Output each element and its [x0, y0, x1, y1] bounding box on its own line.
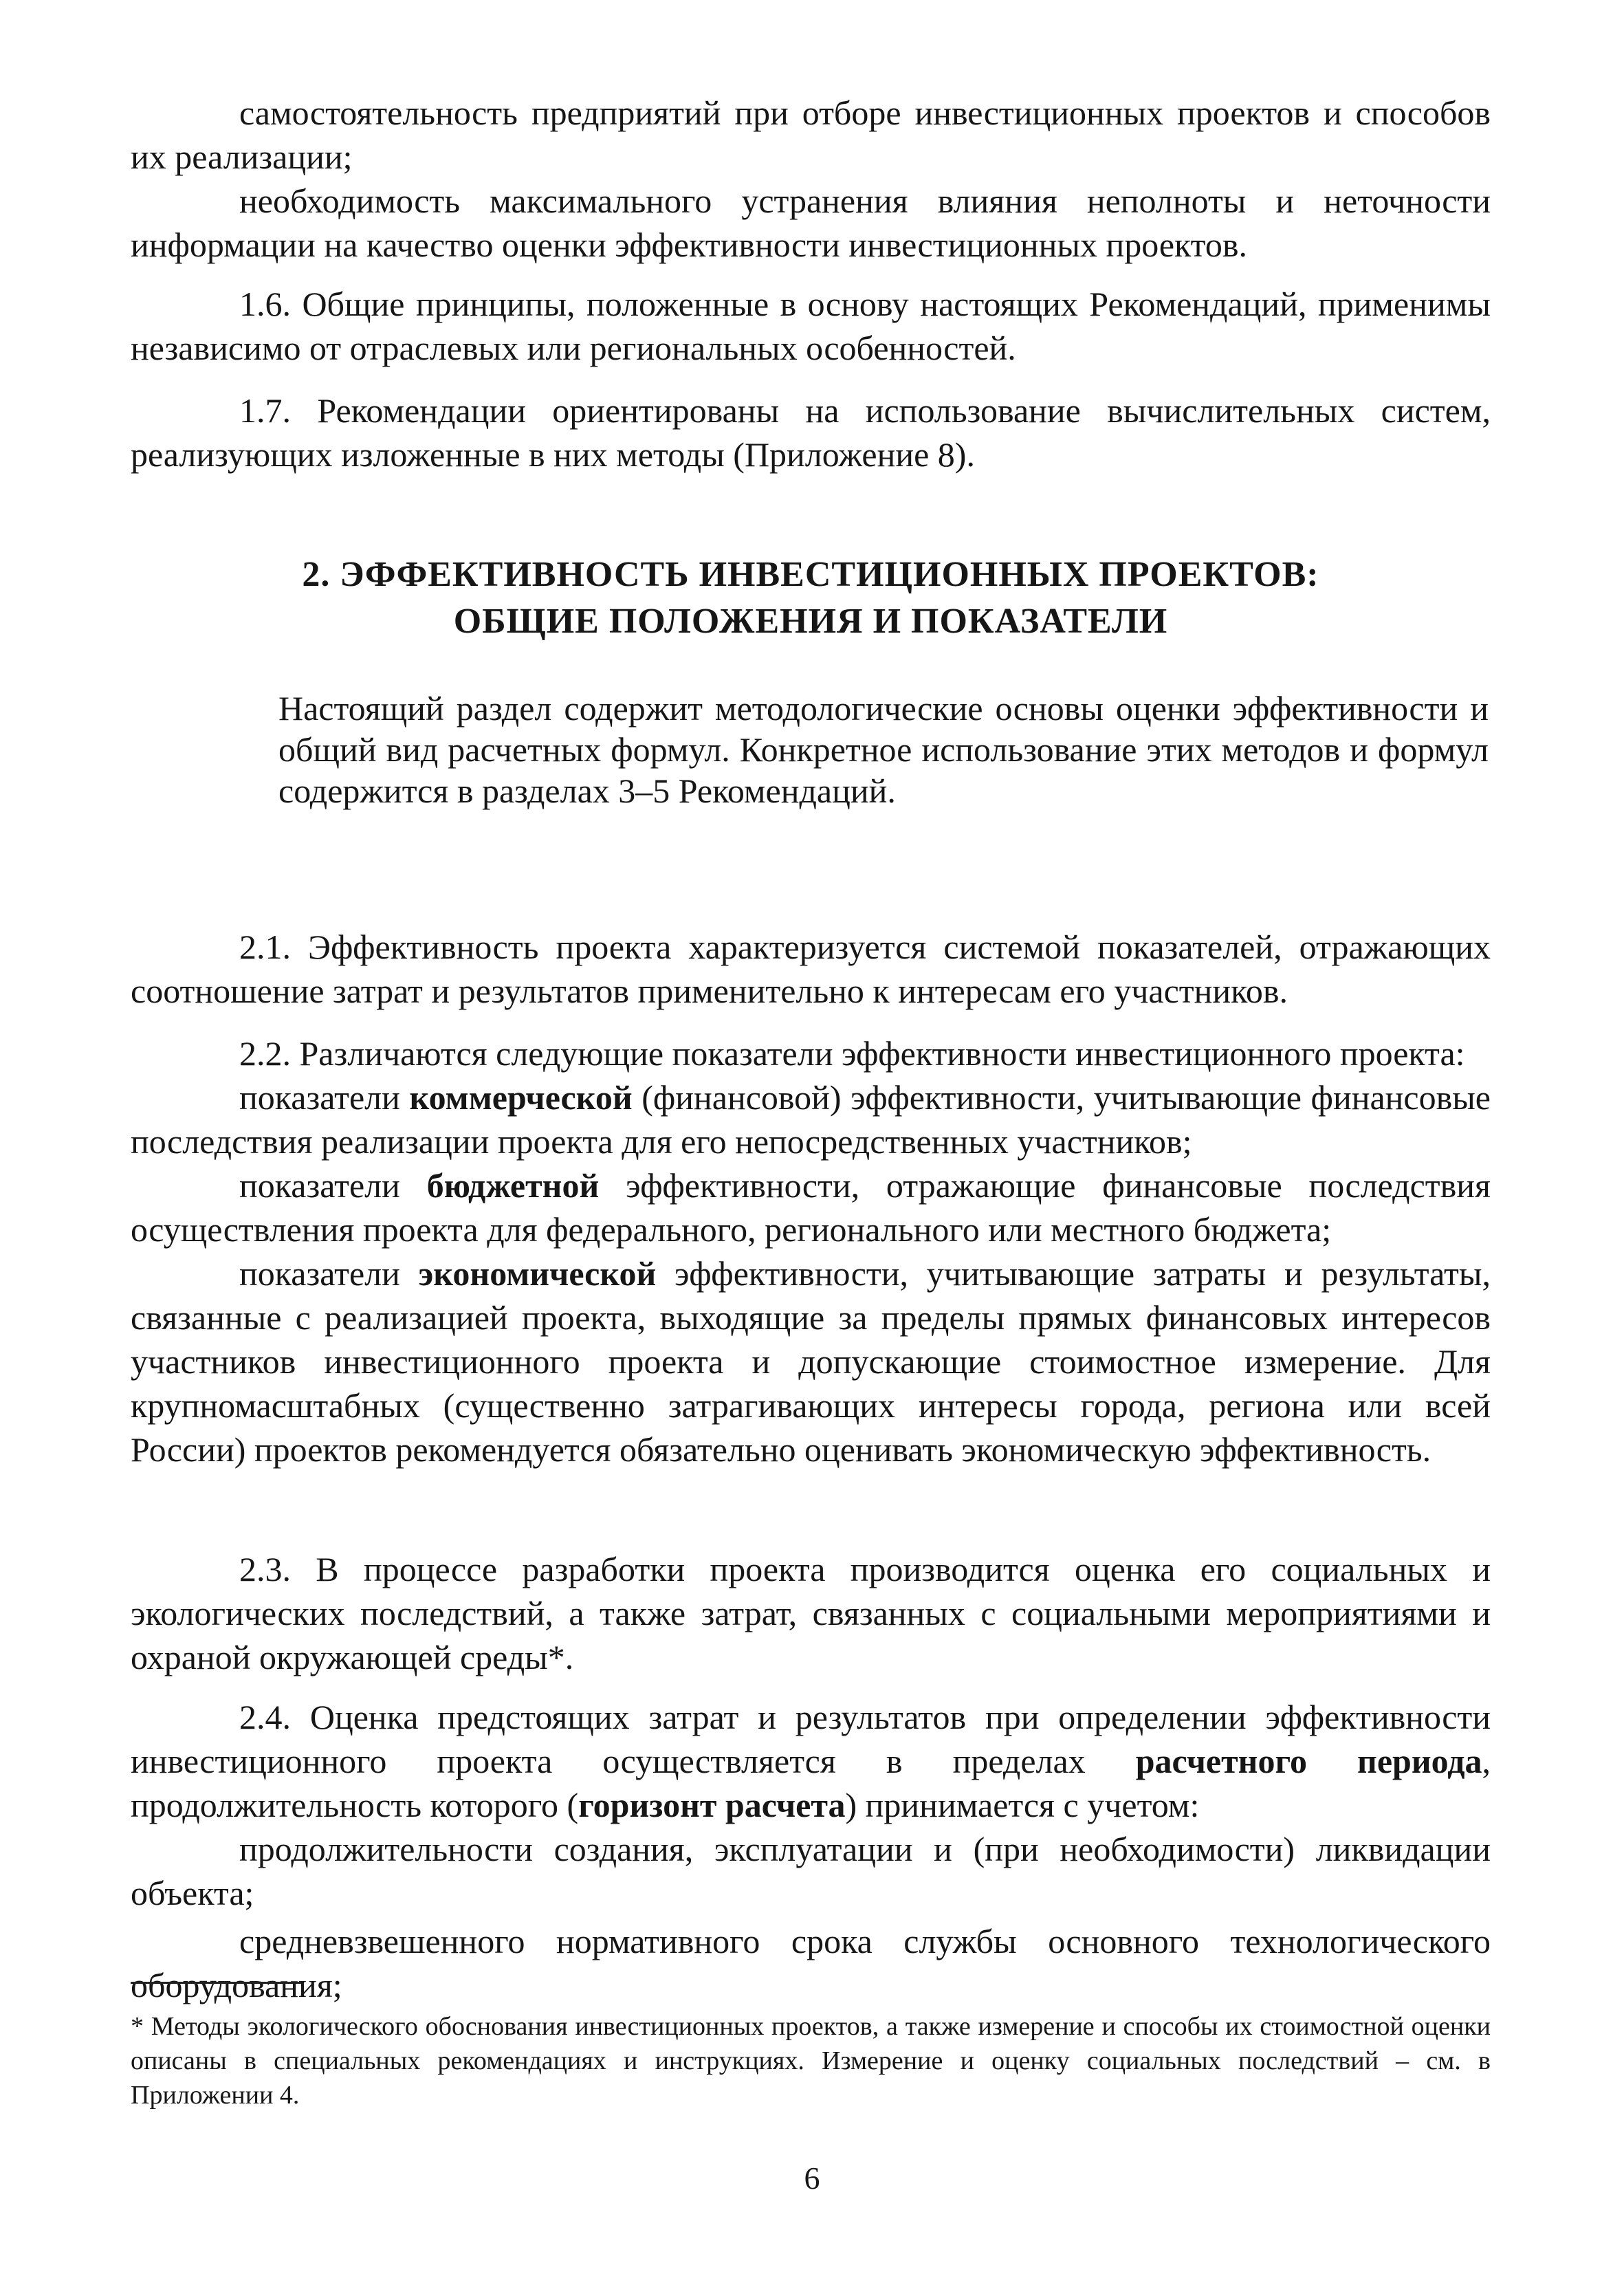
- paragraph-2-4-lead: 2.4. Оценка предстоящих затрат и результатов при определении эффективности инвестиционного проекта осуществляется в пределах расчетного периода, продолжительность которого (горизонт расчета) принимается с учетом:: [131, 1698, 1491, 1824]
- term-calc-period: расчетного периода: [1135, 1742, 1482, 1780]
- paragraph-2-4: [131, 1695, 1491, 2007]
- page-number: 6: [804, 2161, 820, 2196]
- term-budget: бюджетной: [426, 1166, 600, 1205]
- footnote-divider: [131, 1982, 301, 1984]
- paragraph-necessity: необходимость максимального устранения влияния неполноты и неточности информации на качество оценки эффективности инвестиционных проектов.: [131, 182, 1491, 264]
- list-item-commercial: показатели коммерческой (финансовой) эффективности, учитывающие финансовые последствия реализации проекта для его непосредственных участников;: [131, 1078, 1491, 1161]
- term-economic: экономической: [418, 1254, 657, 1293]
- list-item-budget: показатели бюджетной эффективности, отражающие финансовые последствия осуществления проекта для федерального, регионального или местного бюджета;: [131, 1166, 1491, 1249]
- list-item-duration: продолжительности создания, эксплуатации и (при необходимости) ликвидации объекта;: [131, 1830, 1491, 1912]
- list-item-equipment: средневзвешенного нормативного срока службы основного технологического оборудования;: [131, 1922, 1491, 2004]
- list-item-economic: показатели экономической эффективности, учитывающие затраты и результаты, связанные с реализацией проекта, выходящие за пределы прямых финансовых интересов участников инвестиционного проекта и допускающие стоимостное измерение. Для крупномасштабных (существенно затрагивающих интересы города, региона или всей России) проектов рекомендуется обязательно оценивать экономическую эффективность.: [131, 1254, 1491, 1469]
- section-heading: [131, 551, 1491, 645]
- section-heading-line-2: ОБЩИЕ ПОЛОЖЕНИЯ И ПОКАЗАТЕЛИ: [453, 602, 1168, 641]
- paragraph-2-1: 2.1. Эффективность проекта характеризуется системой показателей, отражающих соотношение затрат и результатов применительно к интересам его участников.: [131, 928, 1491, 1010]
- paragraph-1-6: 1.6. Общие принципы, положенные в основу настоящих Рекомендаций, применимы независимо от отраслевых или региональных особенностей.: [131, 285, 1491, 367]
- paragraph-2-3: 2.3. В процессе разработки проекта производится оценка его социальных и экологических последствий, а также затрат, связанных с социальными мероприятиями и охраной окружающей среды*.: [131, 1550, 1491, 1676]
- term-commercial: коммерческой: [409, 1078, 633, 1117]
- section-intro: Настоящий раздел содержит методологические основы оценки эффективности и общий вид расчетных формул. Конкретное использование этих методов и формул содержится в разделах 3–5 Рекомендаций.: [278, 689, 1489, 810]
- section-heading-line-1: 2. ЭФФЕКТИВНОСТЬ ИНВЕСТИЦИОННЫХ ПРОЕКТОВ:: [302, 555, 1319, 594]
- footnote: * Методы экологического обоснования инвестиционных проектов, а также измерение и способы их стоимостной оценки описаны в специальных рекомендациях и инструкциях. Измерение и оценку социальных последствий – см. в Приложении 4.: [131, 2012, 1491, 2110]
- term-calc-horizon: горизонт расчета: [578, 1786, 846, 1824]
- paragraph-1-7: 1.7. Рекомендации ориентированы на использование вычислительных систем, реализующих изложенные в них методы (Приложение 8).: [131, 391, 1491, 474]
- paragraph-2-2-lead: 2.2. Различаются следующие показатели эффективности инвестиционного проекта:: [239, 1034, 1465, 1073]
- paragraph-2-2: [131, 1031, 1491, 1472]
- paragraph-continuation: самостоятельность предприятий при отборе инвестиционных проектов и способов их реализации;: [131, 94, 1491, 176]
